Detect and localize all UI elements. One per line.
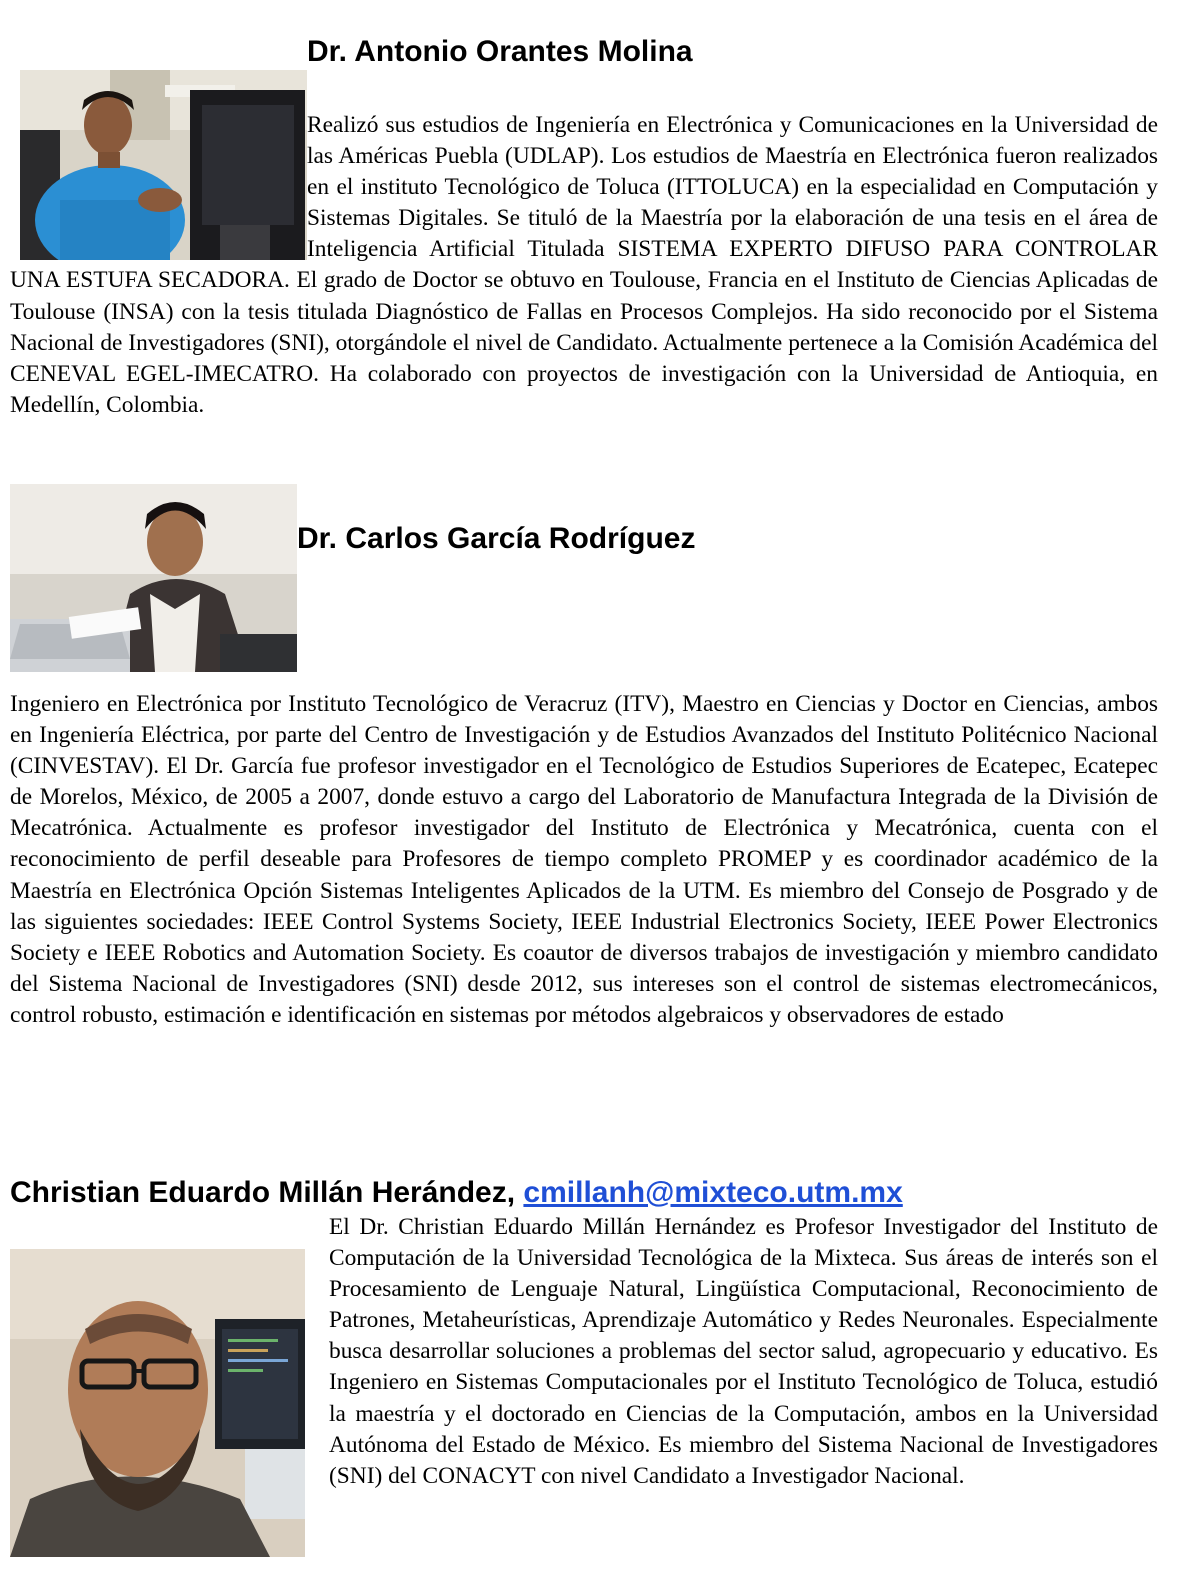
- profile-2-photo: [10, 484, 297, 672]
- profile-2-bio: Ingeniero en Electrónica por Instituto Tecnológico de Veracruz (ITV), Maestro en Ciencias y Doctor en Ciencias, ambos en Ingeniería Eléctrica, por parte del Centro de Investigación y de Estudios Avanzados del Instituto Politécnico Nacional (CINVESTAV). El Dr. García fue profesor investigador en el Tecnológico de Estudios Superiores de Ecatepec, Ecatepec de Morelos, México, de 2005 a 2007, donde estuvo a cargo del Laboratorio de Manufactura Integrada de la División de Mecatrónica. Actualmente es profesor investigador del Instituto de Electrónica y Mecatrónica, cuenta con el reconocimiento de perfil deseable para Profesores de tiempo completo PROMEP y es coordinador académico de la Maestría en Electrónica Opción Sistemas Inteligentes Aplicados de la UTM. Es miembro del Consejo de Posgrado y de las siguientes sociedades: IEEE Control Systems Society, IEEE Industrial Electronics Society, IEEE Power Electronics Society e IEEE Robotics and Automation Society. Es coautor de diversos trabajos de investigación y miembro candidato del Sistema Nacional de Investigadores (SNI) desde 2012, sus intereses son el control de sistemas electromecánicos, control robusto, estimación e identificación en sistemas por métodos algebraicos y observadores de estado: [10, 691, 1158, 1028]
- profile-1-bio: Realizó sus estudios de Ingeniería en Electrónica y Comunicaciones en la Universidad de las Américas Puebla (UDLAP). Los estudios de Maestría en Electrónica fueron realizados en el instituto Tecnológico de Toluca (ITTOLUCA) en la especialidad en Computación y Sistemas Digitales. Se tituló de la Maestría por la elaboración de una tesis en el área de Inteligencia Artificial Titulada SISTEMA EXPERTO DIFUSO PARA CONTROLAR UNA ESTUFA SECADORA. El grado de Doctor se obtuvo en Toulouse, Francia en el Instituto de Ciencias Aplicadas de Toulouse (INSA) con la tesis titulada Diagnóstico de Fallas en Procesos Complejos. Ha sido reconocido por el Sistema Nacional de Investigadores (SNI), otorgándole el nivel de Candidato. Actualmente pertenece a la Comisión Académica del CENEVAL EGEL-IMECATRO. Ha colaborado con proyectos de investigación con la Universidad de Antioquia, en Medellín, Colombia.: [10, 112, 1158, 418]
- profile-3-bio: El Dr. Christian Eduardo Millán Hernández es Profesor Investigador del Instituto de Computación de la Universidad Tecnológica de la Mixteca. Sus áreas de interés son el Procesamiento de Lenguaje Natural, Lingüística Computacional, Reconocimiento de Patrones, Metaheurísticas, Aprendizaje Automático y Redes Neuronales. Especialmente busca desarrollar soluciones a problemas del sector salud, agropecuario y educativo. Es Ingeniero en Sistemas Computacionales por el Instituto Tecnológico de Toluca, estudió la maestría y el doctorado en Ciencias de la Computación, ambos en la Universidad Autónoma del Estado de México. Es miembro del Sistema Nacional de Investigadores (SNI) del CONACYT con nivel Candidato a Investigador Nacional.: [329, 1214, 1158, 1489]
- profile-3-heading: [10, 1178, 903, 1208]
- profile-3-email-link[interactable]: cmillanh@mixteco.utm.mx: [523, 1176, 903, 1209]
- profile-1-name: Dr. Antonio Orantes Molina: [307, 35, 693, 68]
- profile-3-photo: [10, 1249, 305, 1557]
- profile-3-name: Christian Eduardo Millán Herández,: [10, 1176, 516, 1209]
- profile-2-name: Dr. Carlos García Rodríguez: [297, 522, 696, 555]
- profile-1-photo: [20, 70, 307, 260]
